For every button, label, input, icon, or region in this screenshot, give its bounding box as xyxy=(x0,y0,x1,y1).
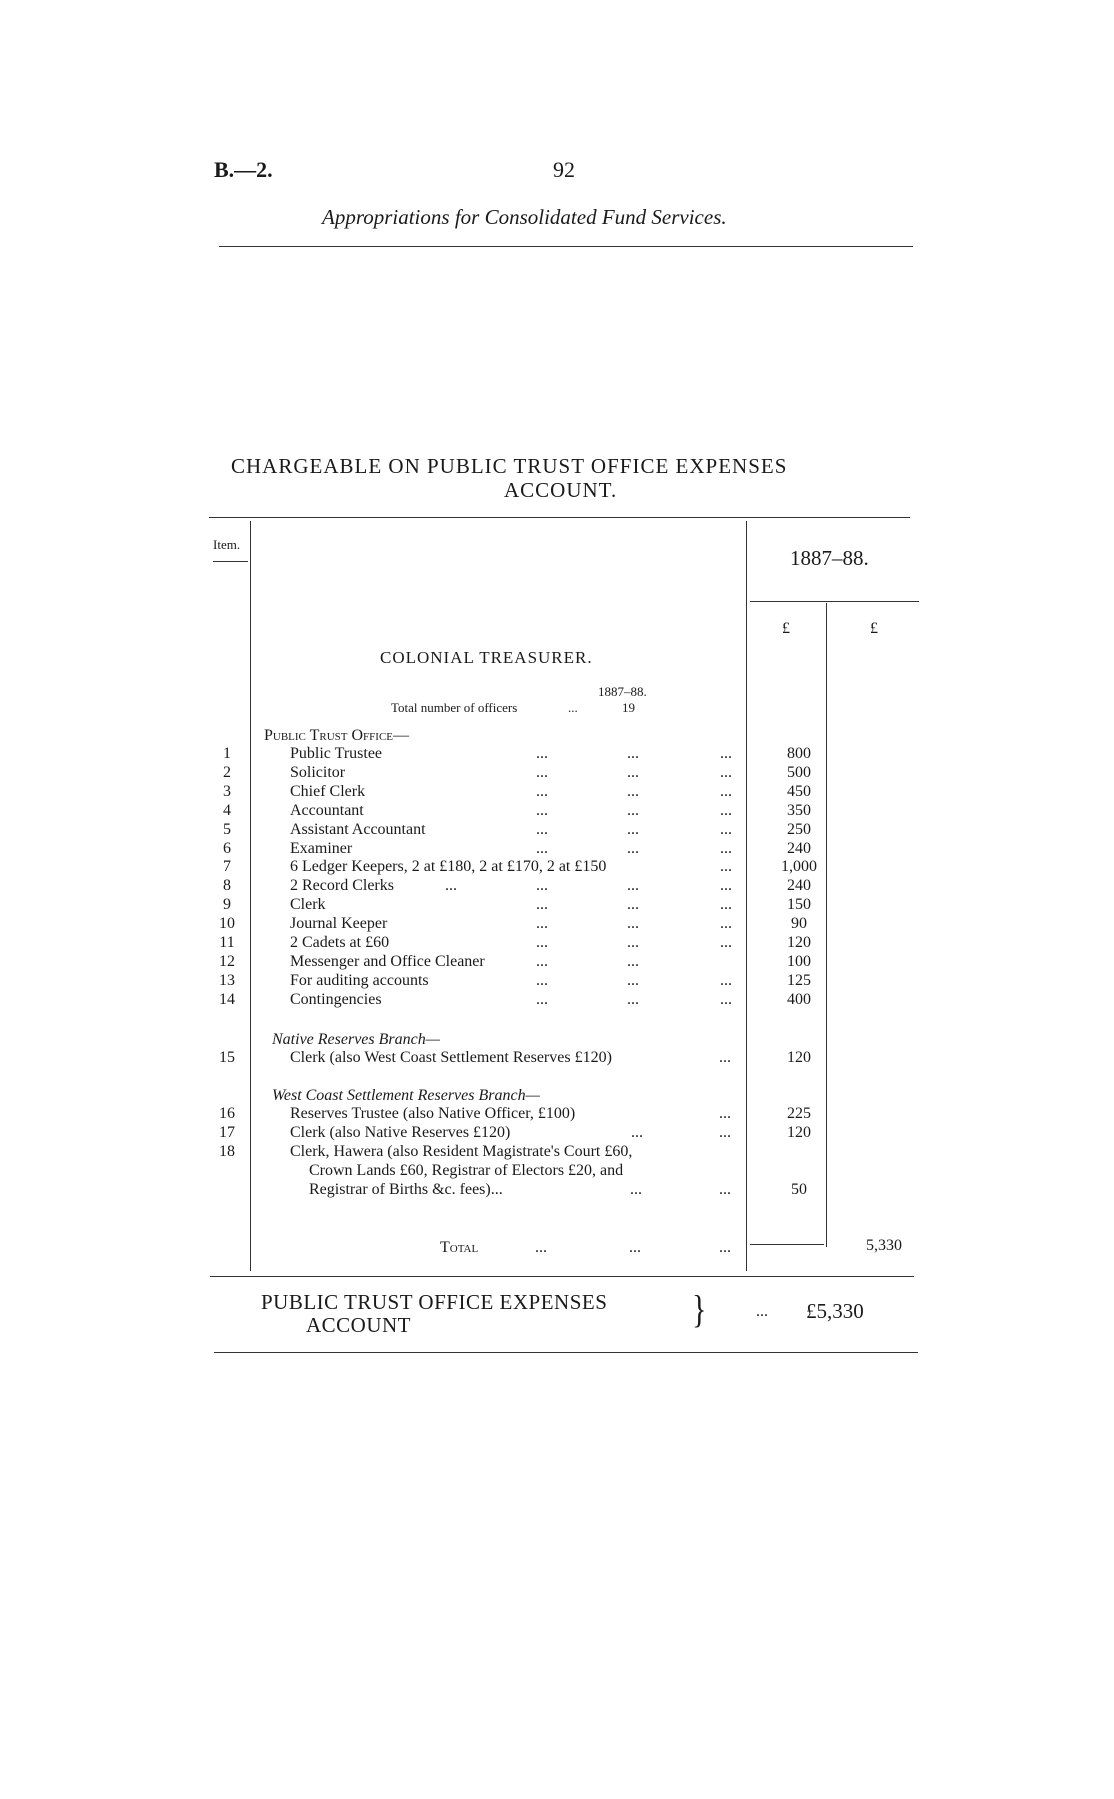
item-number: 1 xyxy=(223,745,231,762)
leader-dots: ... xyxy=(627,990,639,1008)
table-row xyxy=(0,1049,1114,1068)
item-number: 13 xyxy=(219,971,235,989)
item-description: Journal Keeper xyxy=(290,915,388,933)
item-number: 6 xyxy=(223,839,231,857)
group-native-reserves: Native Reserves Branch— xyxy=(272,1031,440,1048)
leader-dots: ... xyxy=(720,971,732,989)
table-row xyxy=(0,821,1114,840)
leader-dots: ... xyxy=(536,952,548,970)
table-bottom-rule xyxy=(210,1276,914,1277)
item-description-line2: Crown Lands £60, Registrar of Electors £20, and xyxy=(309,1162,624,1179)
item-description: Chief Clerk xyxy=(290,782,366,800)
table-top-rule xyxy=(209,517,910,518)
year-header-rule xyxy=(750,601,919,602)
summary-brace: } xyxy=(692,1288,707,1332)
summary-bottom-rule xyxy=(214,1352,918,1353)
item-number: 10 xyxy=(219,915,235,933)
item-amount: 1,000 xyxy=(781,858,817,876)
table-row xyxy=(0,953,1114,972)
item-description: Solicitor xyxy=(290,763,346,781)
item-number: 12 xyxy=(219,952,235,970)
total-rule xyxy=(750,1244,824,1245)
leader-dots: ... xyxy=(536,801,548,819)
leader-dots: ... xyxy=(535,1239,547,1256)
table-row xyxy=(0,934,1114,953)
leader-dots: ... xyxy=(720,839,732,857)
leader-dots: ... xyxy=(536,896,548,914)
leader-dots: ... xyxy=(720,934,732,951)
item-description: 6 Ledger Keepers, 2 at £180, 2 at £170, 2 at £150 xyxy=(290,858,607,876)
leader-dots: ... xyxy=(627,801,639,819)
document-code: B.—2. xyxy=(214,157,273,182)
leader-dots: ... xyxy=(720,782,732,800)
leader-dots: ... xyxy=(720,763,732,781)
leader-dots: ... xyxy=(627,877,639,895)
item-description: Accountant xyxy=(290,801,364,819)
item-description: Clerk xyxy=(290,896,326,914)
officers-dots: ... xyxy=(568,700,578,715)
item-amount: 50 xyxy=(791,1181,807,1198)
item-number: 15 xyxy=(219,1049,235,1066)
item-amount: 250 xyxy=(787,820,811,838)
item-amount: 150 xyxy=(787,896,811,914)
page-subtitle: Appropriations for Consolidated Fund Services. xyxy=(322,205,727,229)
item-description: Clerk (also West Coast Settlement Reserves £120) xyxy=(290,1049,612,1066)
main-heading-line2: ACCOUNT. xyxy=(504,478,618,502)
section-heading: COLONIAL TREASURER. xyxy=(380,648,593,667)
item-description: 2 Record Clerks xyxy=(290,877,394,895)
item-amount: 800 xyxy=(787,745,811,762)
leader-dots: ... xyxy=(627,745,639,762)
table-row xyxy=(0,1143,1114,1162)
item-number: 11 xyxy=(219,934,235,951)
leader-dots: ... xyxy=(719,1239,731,1256)
leader-dots: ... xyxy=(629,1239,641,1256)
item-amount: 120 xyxy=(787,1049,811,1066)
table-row xyxy=(0,915,1114,934)
table-row xyxy=(0,896,1114,915)
leader-dots: ... xyxy=(720,858,732,876)
item-amount: 225 xyxy=(787,1105,811,1122)
table-row xyxy=(0,877,1114,896)
leader-dots: ... xyxy=(720,915,732,933)
leader-dots: ... xyxy=(720,801,732,819)
leader-dots: ... xyxy=(445,877,457,895)
item-amount: 240 xyxy=(787,877,811,895)
leader-dots: ... xyxy=(536,763,548,781)
item-amount: 400 xyxy=(787,990,811,1008)
leader-dots: ... xyxy=(720,877,732,895)
table-row xyxy=(0,991,1114,1010)
leader-dots: ... xyxy=(627,763,639,781)
item-number: 7 xyxy=(223,858,231,876)
leader-dots: ... xyxy=(720,745,732,762)
leader-dots: ... xyxy=(720,990,732,1008)
item-amount: 500 xyxy=(787,763,811,781)
leader-dots: ... xyxy=(627,971,639,989)
leader-dots: ... xyxy=(720,820,732,838)
leader-dots: ... xyxy=(536,877,548,895)
summary-line1: PUBLIC TRUST OFFICE EXPENSES xyxy=(261,1290,608,1314)
item-amount: 120 xyxy=(787,1124,811,1141)
table-row xyxy=(0,840,1114,859)
item-number: 3 xyxy=(223,782,231,800)
main-heading-line1: CHARGEABLE ON PUBLIC TRUST OFFICE EXPENSES xyxy=(231,454,788,478)
item-number: 2 xyxy=(223,763,231,781)
leader-dots: ... xyxy=(536,971,548,989)
item-number: 9 xyxy=(223,896,231,914)
table-row xyxy=(0,764,1114,783)
item-description-line3: Registrar of Births &c. fees)... xyxy=(309,1181,503,1198)
year-header: 1887–88. xyxy=(790,546,869,570)
leader-dots: ... xyxy=(719,1105,731,1122)
leader-dots: ... xyxy=(536,839,548,857)
table-row xyxy=(0,1105,1114,1124)
leader-dots: ... xyxy=(627,820,639,838)
item-amount: 450 xyxy=(787,782,811,800)
leader-dots: ... xyxy=(627,782,639,800)
leader-dots: ... xyxy=(627,934,639,951)
item-number: 18 xyxy=(219,1143,235,1160)
item-description-line1: Clerk, Hawera (also Resident Magistrate's Court £60, xyxy=(290,1143,633,1160)
item-description: Public Trustee xyxy=(290,745,383,762)
pound-header-items: £ xyxy=(782,620,790,637)
item-description: Contingencies xyxy=(290,990,382,1008)
page-number: 92 xyxy=(553,157,575,182)
item-number: 17 xyxy=(219,1124,235,1141)
officers-label: Total number of officers xyxy=(391,700,518,715)
leader-dots: ... xyxy=(719,1181,731,1198)
table-row xyxy=(0,858,1114,877)
leader-dots: ... xyxy=(536,745,548,762)
leader-dots: ... xyxy=(719,1124,731,1141)
table-row xyxy=(0,1124,1114,1143)
item-amount: 120 xyxy=(787,934,811,951)
leader-dots: ... xyxy=(630,1181,642,1198)
item-header: Item. xyxy=(213,537,241,552)
item-amount: 90 xyxy=(791,915,807,933)
leader-dots: ... xyxy=(536,990,548,1008)
summary-line2: ACCOUNT xyxy=(306,1313,412,1337)
item-description: Reserves Trustee (also Native Officer, £100) xyxy=(290,1105,576,1122)
item-number: 8 xyxy=(223,877,231,895)
group-west-coast-reserves: West Coast Settlement Reserves Branch— xyxy=(272,1087,540,1104)
leader-dots: ... xyxy=(719,1049,731,1066)
total-label: Total xyxy=(440,1239,479,1256)
group-public-trust-office: Public Trust Office— xyxy=(264,727,410,744)
table-row xyxy=(0,972,1114,991)
leader-dots: ... xyxy=(631,1124,643,1141)
leader-dots: ... xyxy=(627,839,639,857)
header-rule xyxy=(219,246,913,247)
leader-dots: ... xyxy=(536,915,548,933)
leader-dots: ... xyxy=(536,782,548,800)
item-amount: 125 xyxy=(787,971,811,989)
item-number: 5 xyxy=(223,820,231,838)
item-description: For auditing accounts xyxy=(290,971,429,989)
item-description: 2 Cadets at £60 xyxy=(290,934,390,951)
item-description: Assistant Accountant xyxy=(290,820,426,838)
item-description: Clerk (also Native Reserves £120) xyxy=(290,1124,511,1141)
leader-dots: ... xyxy=(627,896,639,914)
leader-dots: ... xyxy=(720,896,732,914)
item-number: 16 xyxy=(219,1105,235,1122)
item-amount: 100 xyxy=(787,952,811,970)
leader-dots: ... xyxy=(627,915,639,933)
item-description: Messenger and Office Cleaner xyxy=(290,952,485,970)
summary-amount: £5,330 xyxy=(806,1299,864,1323)
leader-dots: ... xyxy=(536,934,548,951)
summary-dots: ... xyxy=(756,1303,768,1320)
item-header-underline xyxy=(213,561,248,562)
item-number: 4 xyxy=(223,801,231,819)
total-amount: 5,330 xyxy=(866,1237,902,1254)
item-description: Examiner xyxy=(290,839,353,857)
table-row xyxy=(0,745,1114,764)
table-row xyxy=(0,783,1114,802)
pound-header-total: £ xyxy=(870,620,878,637)
leader-dots: ... xyxy=(627,952,639,970)
item-amount: 240 xyxy=(787,839,811,857)
table-row xyxy=(0,802,1114,821)
item-amount: 350 xyxy=(787,801,811,819)
officers-count: 19 xyxy=(622,700,635,715)
item-number: 14 xyxy=(219,990,235,1008)
leader-dots: ... xyxy=(536,820,548,838)
officers-year: 1887–88. xyxy=(598,684,647,699)
